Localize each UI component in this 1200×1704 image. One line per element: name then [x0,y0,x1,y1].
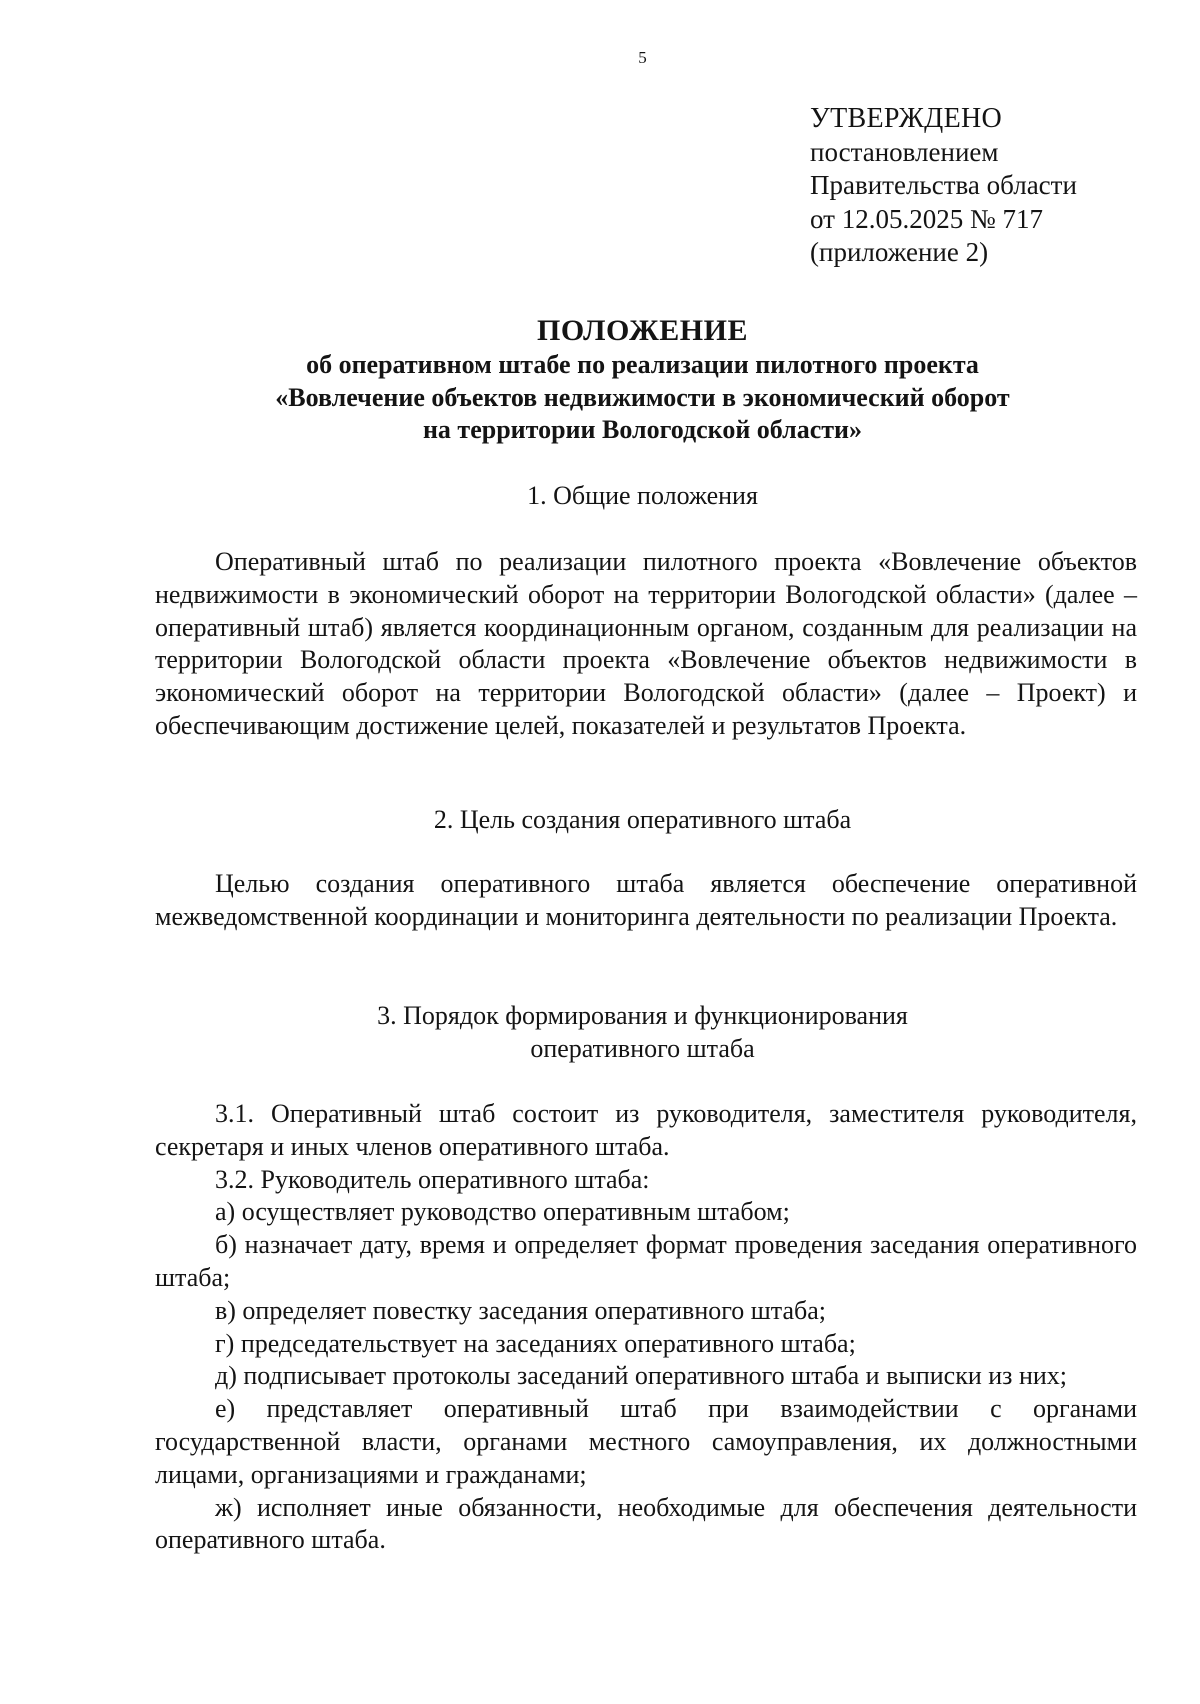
section-3-item: 3.1. Оперативный штаб состоит из руководителя, заместителя руководителя, секретаря и иных членов оперативного штаба. [155,1099,1137,1161]
section-3-item: г) председательствует на заседаниях оперативного штаба; [215,1328,856,1358]
section-2-heading: 2. Цель создания оперативного штаба [433,805,852,834]
section-1-heading: 1. Общие положения [527,481,758,510]
section-3-item: в) определяет повестку заседания оперативного штаба; [215,1295,826,1325]
section-2-paragraph: Целью создания оперативного штаба является обеспечение оперативной межведомственной координации и мониторинга деятельности по реализации Проекта. [155,869,1137,931]
section-3-item: е) представляет оперативный штаб при взаимодействии с органами государственной власти, органами местного самоуправления, их должностными лицами, организациями и гражданами; [155,1394,1137,1489]
section-3-body [155,1098,1137,1557]
approval-line-5: (приложение 2) [810,237,989,267]
section-1-paragraph: Оперативный штаб по реализации пилотного проекта «Вовлечение объектов недвижимости в экономический оборот на территории Вологодской области» (далее – оперативный штаб) является координационным органом, созданным для реализации на территории Вологодской области проекта «Вовлечение объектов недвижимости в экономический оборот на территории Вологодской области» (далее – Проект) и обеспечивающим достижение целей, показателей и результатов Проекта. [155,547,1137,740]
page-number: 5 [638,48,647,67]
section-3-item: ж) исполняет иные обязанности, необходимые для обеспечения деятельности оперативного штаба. [155,1492,1137,1555]
section-2-body [155,868,1137,934]
document-subtitle-line-2: «Вовлечение объектов недвижимости в экономический оборот [275,382,1010,412]
section-3-item: б) назначает дату, время и определяет формат проведения заседания оперативного штаба; [155,1230,1137,1292]
approval-stamp [810,102,1077,270]
section-1-body [155,546,1137,743]
section-3-heading-line-2: оперативного штаба [530,1033,755,1063]
approval-line-4: от 12.05.2025 № 717 [810,203,1043,234]
section-3-item: 3.2. Руководитель оперативного штаба: [215,1164,650,1194]
section-3-heading-line-1: 3. Порядок формирования и функционирования [377,1001,908,1030]
section-3-heading [150,1000,1135,1065]
section-3-item: д) подписывает протоколы заседаний оперативного штаба и выписки из них; [215,1361,1067,1391]
document-heading [150,313,1135,447]
section-3-item: а) осуществляет руководство оперативным штабом; [215,1197,790,1227]
document-subtitle-line-1: об оперативном штабе по реализации пилотного проекта [306,350,979,379]
approval-line-3: Правительства области [810,170,1077,200]
approval-title: УТВЕРЖДЕНО [810,103,1003,134]
approval-line-2: постановлением [810,136,999,167]
document-title: ПОЛОЖЕНИЕ [537,314,748,347]
document-subtitle-line-3: на территории Вологодской области» [422,415,863,444]
